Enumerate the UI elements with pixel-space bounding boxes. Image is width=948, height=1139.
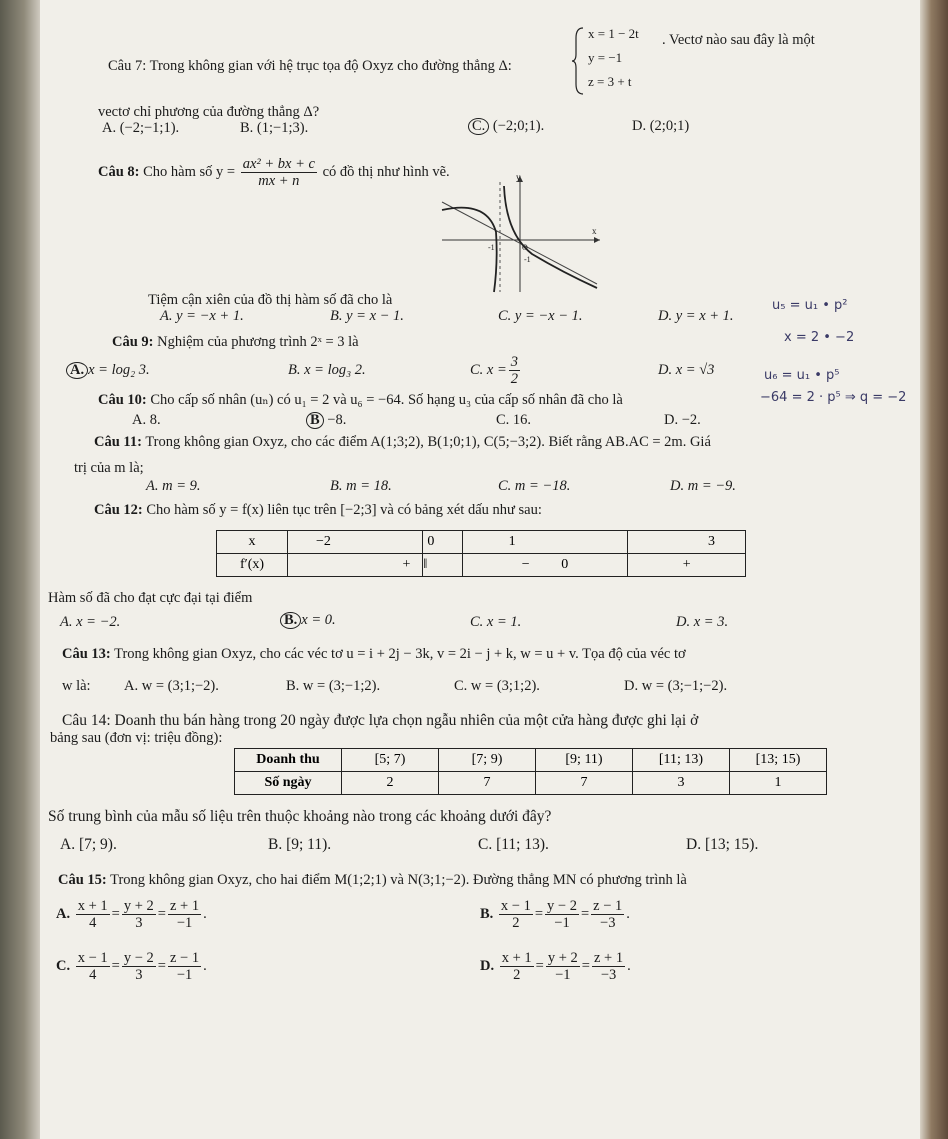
q7-option-c: C. (−2;0;1). (468, 118, 544, 135)
q13-line2: w là: (62, 678, 91, 694)
freq-table-count-row (235, 772, 827, 795)
q7-eq3: z = 3 + t (588, 74, 632, 89)
q11-option-c: C. m = −18. (498, 478, 571, 494)
freq-cell: [11; 13) (633, 749, 730, 772)
q8-option-d: D. y = x + 1. (658, 308, 734, 324)
q9-option-d: D. x = √3 (658, 362, 715, 378)
q14-option-d: D. [13; 15). (686, 836, 759, 853)
q7-option-b: B. (1;−1;3). (240, 120, 309, 136)
q12-question: Hàm số đã cho đạt cực đại tại điểm (48, 590, 253, 606)
q10-option-d: D. −2. (664, 412, 701, 428)
q9-option-c: C. x = $\frac{3}{2}$ (470, 354, 519, 387)
q7-line2: vectơ chỉ phương của đường thẳng Δ? (98, 104, 320, 120)
freq-cell: 3 (633, 772, 730, 795)
q11-option-d: D. m = −9. (670, 478, 736, 494)
q13-option-b: B. w = (3;−1;2). (286, 678, 381, 694)
handwriting-note-3: u₆ = u₁ • p⁵ (764, 368, 840, 383)
q14-option-c: C. [11; 13). (478, 836, 549, 853)
q15-option-c: C. $\frac{x - 1}{4}$ = $\frac{y - 2}{3}$ = $\frac{z - 1}{-1}$ . (56, 950, 207, 983)
sign-cell: − 0 (462, 554, 628, 577)
freq-cell: 7 (536, 772, 633, 795)
q13-option-d: D. w = (3;−1;−2). (624, 678, 728, 694)
q14-option-b: B. [9; 11). (268, 836, 332, 853)
q10-option-c: C. 16. (496, 412, 532, 428)
freq-cell: [13; 15) (730, 749, 827, 772)
freq-table-header-row (235, 749, 827, 772)
q8-text: Câu 8: Cho hàm số y = $\frac{\text{ax² + bx + c}}{mx + n}$ có đồ thị như hình vẽ. (98, 156, 450, 189)
q11-option-b: B. m = 18. (330, 478, 392, 494)
handwriting-note-1: u₅ = u₁ • p² (772, 298, 848, 313)
freq-cell: 1 (730, 772, 827, 795)
freq-cell: [5; 7) (342, 749, 439, 772)
q10-text: Câu 10: Cho cấp số nhân (uₙ) có u₁ = 2 và u₆ = −64. Số hạng u₃ của cấp số nhân đã cho là (98, 392, 623, 408)
q7-eq2: y = −1 (588, 50, 623, 65)
q7-text: Câu 7: Trong không gian với hệ trục tọa độ Oxyz cho đường thẳng Δ: (108, 58, 512, 74)
q9-option-a: A. x = log₂ 3. (66, 362, 150, 379)
q15-option-a: A. $\frac{x + 1}{4}$ = $\frac{y + 2}{3}$ = $\frac{z + 1}{-1}$ . (56, 898, 207, 931)
q14-option-a: A. [7; 9). (60, 836, 117, 853)
freq-cell: Doanh thu (235, 749, 342, 772)
q13-option-a: A. w = (3;1;−2). (124, 678, 219, 694)
sign-cell: ‖ (423, 554, 462, 577)
q14-frequency-table (234, 748, 827, 795)
q15-option-d: D. $\frac{x + 1}{2}$ = $\frac{y + 2}{-1}$ = $\frac{z + 1}{-3}$ . (480, 950, 631, 983)
sign-cell: 3 (628, 531, 746, 554)
freq-cell: 7 (439, 772, 536, 795)
q11-option-a: A. m = 9. (146, 478, 201, 494)
freq-cell: [9; 11) (536, 749, 633, 772)
q12-sign-table (216, 530, 746, 577)
photo-background-left (0, 0, 40, 1139)
q11-line2: trị của m là; (74, 460, 144, 476)
sign-cell: x (217, 531, 288, 554)
photo-background-right (920, 0, 948, 1139)
q14-line2: bảng sau (đơn vị: triệu đồng): (50, 730, 223, 746)
q7-eq1: x = 1 − 2t (588, 26, 639, 41)
q8-option-b: B. y = x − 1. (330, 308, 404, 324)
freq-cell: Số ngày (235, 772, 342, 795)
sign-cell: −2 (288, 531, 423, 554)
q12-option-d: D. x = 3. (676, 614, 729, 630)
q8-option-a: A. y = −x + 1. (160, 308, 244, 324)
sign-table-row-x (217, 531, 746, 554)
q8-fraction: $\frac{\text{ax² + bx + c}}{mx + n}$ (242, 156, 315, 189)
sign-cell: + (628, 554, 746, 577)
q10-option-b: B −8. (306, 412, 346, 429)
q12-option-b: B. x = 0. (280, 612, 336, 629)
q7-option-d: D. (2;0;1) (632, 118, 690, 134)
q8-graph-neg1-label: -1 (488, 243, 495, 252)
q15-text: Câu 15: Trong không gian Oxyz, cho hai điểm M(1;2;1) và N(3;1;−2). Đường thẳng MN có phương trình là (58, 872, 687, 888)
sign-cell: 0 (423, 531, 462, 554)
q13-text: Câu 13: Trong không gian Oxyz, cho các véc tơ u = i + 2j − 3k, v = 2i − j + k, w = u + v. Tọa độ của véc tơ (62, 646, 686, 662)
sign-table-row-fprime (217, 554, 746, 577)
q14-text: Câu 14: Doanh thu bán hàng trong 20 ngày được lựa chọn ngẫu nhiên của một cửa hàng được ghi lại ở (62, 712, 699, 729)
q9-text: Câu 9: Nghiệm của phương trình 2ˣ = 3 là (112, 334, 359, 350)
q10-option-a: A. 8. (132, 412, 161, 428)
q7-tail: . Vectơ nào sau đây là một (662, 32, 815, 48)
sign-cell: f′(x) (217, 554, 288, 577)
q14-question: Số trung bình của mẫu số liệu trên thuộc khoảng nào trong các khoảng dưới đây? (48, 808, 552, 825)
handwriting-note-4: −64 = 2 · p⁵ ⇒ q = −2 (760, 390, 907, 405)
q12-option-c: C. x = 1. (470, 614, 522, 630)
q15-option-b: B. $\frac{x - 1}{2}$ = $\frac{y - 2}{-1}$ = $\frac{z - 1}{-3}$ . (480, 898, 630, 931)
q8-question: Tiệm cận xiên của đồ thị hàm số đã cho là (148, 292, 393, 308)
freq-cell: 2 (342, 772, 439, 795)
handwriting-note-2: x = 2 • −2 (784, 330, 855, 345)
sign-cell: 1 (462, 531, 628, 554)
q12-option-a: A. x = −2. (60, 614, 121, 630)
freq-cell: [7; 9) (439, 749, 536, 772)
sign-cell: + (288, 554, 423, 577)
q8-graph-x-label: x (592, 226, 597, 236)
q8-graph-tick-label: -1 (524, 255, 531, 264)
q7-system (572, 26, 639, 96)
exam-paper (40, 0, 920, 1139)
q8-graph-y-label: y (516, 172, 521, 182)
q8-option-c: C. y = −x − 1. (498, 308, 583, 324)
q13-option-c: C. w = (3;1;2). (454, 678, 540, 694)
q11-text: Câu 11: Trong không gian Oxyz, cho các điểm A(1;3;2), B(1;0;1), C(5;−3;2). Biết rằng AB.AC = 2m. Giá (94, 434, 711, 450)
q9-option-b: B. x = log₃ 2. (288, 362, 366, 378)
q12-text: Câu 12: Cho hàm số y = f(x) liên tục trên [−2;3] và có bảng xét dấu như sau: (94, 502, 542, 518)
q8-graph (432, 172, 602, 294)
q8-graph-origin-label: O (522, 243, 528, 252)
q7-option-a: A. (−2;−1;1). (102, 120, 180, 136)
